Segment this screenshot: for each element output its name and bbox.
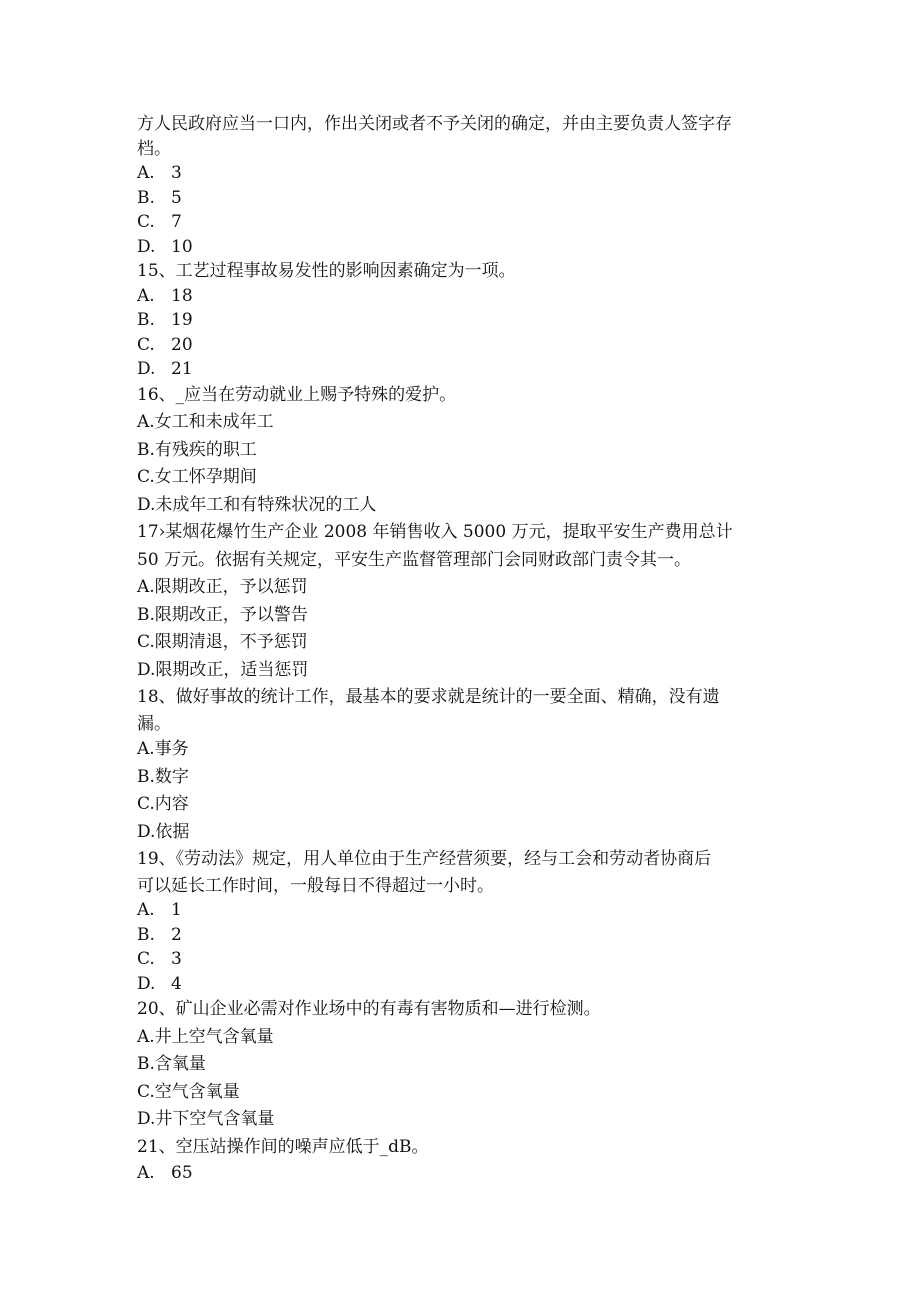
option-b: B.含氧量: [137, 1054, 206, 1074]
question-15: [137, 259, 787, 382]
option-label: A.: [137, 285, 155, 306]
question-text-line: 20、矿山企业必需对作业场中的有毒有害物质和—进行检测。: [137, 999, 601, 1019]
option-text: 1: [171, 900, 182, 920]
question-17: [137, 519, 787, 684]
option-a: A.事务: [137, 739, 189, 759]
question-21: [137, 1134, 787, 1186]
option-b: [137, 186, 787, 211]
option-a: [137, 898, 787, 923]
option-a: A.限期改正，予以惩罚: [137, 577, 308, 597]
question-text-line: 方人民政府应当一口内，作出关闭或者不予关闭的确定，并由主要负责人签字存: [137, 114, 732, 134]
option-c: C.空气含氧量: [137, 1081, 240, 1102]
option-label: C.: [137, 949, 155, 969]
option-label: C.: [137, 212, 155, 232]
question-text-line: 50 万元。依据有关规定，平安生产监督管理部门会同财政部门责令其一。: [137, 549, 692, 570]
option-c: C.限期清退，不予惩罚: [137, 632, 308, 652]
option-label: D.: [137, 236, 156, 257]
question-text-line: 漏。: [137, 713, 171, 734]
option-text: 19: [171, 310, 193, 330]
question-text-line: 19、《劳动法》规定，用人单位由于生产经营须要，经与工会和劳动者协商后: [137, 849, 712, 869]
option-a: [137, 1161, 787, 1186]
option-b: B.数字: [137, 766, 189, 787]
option-label: B.: [137, 310, 155, 330]
option-label: C.: [137, 334, 155, 355]
option-text: 20: [171, 334, 193, 355]
option-label: A.: [137, 900, 155, 920]
option-d: D.依据: [137, 821, 190, 842]
option-d: D.未成年工和有特殊状况的工人: [137, 494, 377, 515]
option-c: C.内容: [137, 794, 189, 814]
option-d: D.井下空气含氧量: [137, 1109, 275, 1129]
question-18: [137, 684, 787, 846]
option-label: D.: [137, 359, 156, 379]
question-text-line: 18、做好事故的统计工作，最基本的要求就是统计的一要全面、精确，没有遗: [137, 687, 720, 707]
option-a: A.井上空气含氧量: [137, 1026, 274, 1047]
question-list: [137, 112, 787, 1186]
option-d: [137, 357, 787, 382]
option-b: [137, 308, 787, 333]
option-text: 3: [171, 163, 182, 183]
option-a: [137, 161, 787, 186]
option-b: B.限期改正，予以警告: [137, 604, 308, 625]
option-label: B.: [137, 187, 155, 208]
option-a: A.女工和未成年工: [137, 412, 274, 432]
option-label: B.: [137, 924, 155, 945]
option-text: 65: [171, 1163, 193, 1183]
question-text-line: 档。: [137, 138, 171, 159]
option-text: 5: [171, 187, 182, 208]
option-text: 3: [171, 949, 182, 969]
option-text: 18: [171, 285, 193, 306]
question-14-continued: [137, 112, 787, 259]
option-text: 4: [171, 973, 182, 994]
option-label: A.: [137, 163, 155, 183]
question-text-line: 17›某烟花爆竹生产企业 2008 年销售收入 5000 万元，提取平安生产费用总计: [137, 522, 733, 542]
option-b: [137, 923, 787, 948]
option-c: [137, 333, 787, 358]
option-c: [137, 210, 787, 235]
option-text: 10: [171, 236, 193, 257]
option-a: [137, 284, 787, 309]
question-16: [137, 382, 787, 520]
option-d: [137, 235, 787, 260]
option-text: 21: [171, 359, 193, 379]
question-19: [137, 846, 787, 996]
question-20: [137, 996, 787, 1134]
question-text-line: 16、_应当在劳动就业上赐予特殊的爱护。: [137, 384, 457, 405]
option-b: B.有残疾的职工: [137, 439, 257, 460]
option-d: [137, 972, 787, 997]
option-c: [137, 947, 787, 972]
option-c: C.女工怀孕期间: [137, 467, 257, 487]
option-d: D.限期改正，适当惩罚: [137, 659, 309, 680]
option-text: 7: [171, 212, 182, 232]
option-text: 2: [171, 924, 182, 945]
option-label: A.: [137, 1163, 155, 1183]
question-text-line: 15、工艺过程事故易发性的影响因素确定为一项。: [137, 261, 516, 281]
question-text-line: 21、空压站操作间的噪声应低于_dB。: [137, 1136, 429, 1157]
question-text-line: 可以延长工作时间，一般每日不得超过一小时。: [137, 875, 494, 896]
option-label: D.: [137, 973, 156, 994]
